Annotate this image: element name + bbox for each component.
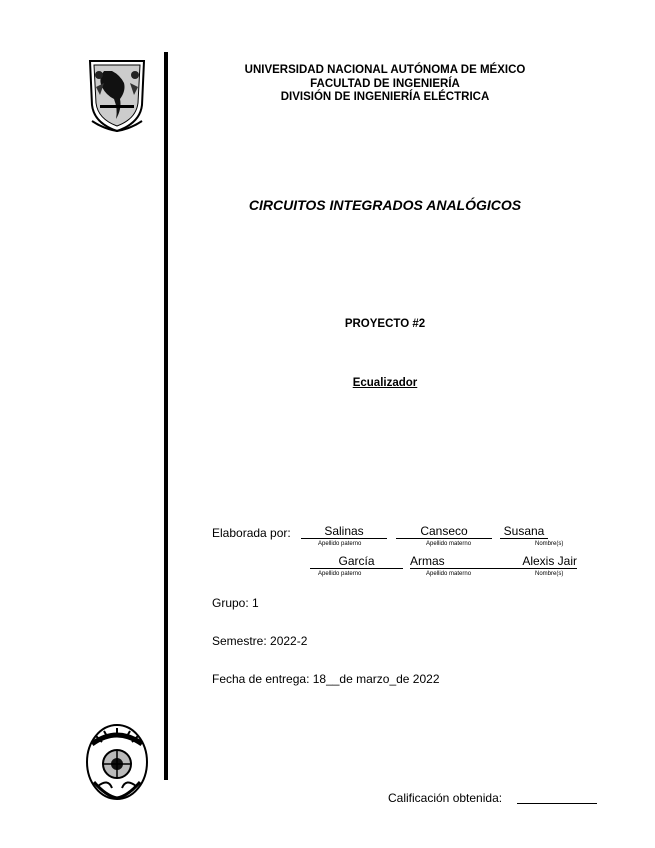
unam-seal-icon xyxy=(84,57,150,133)
group-line: Grupo: 1 xyxy=(212,596,259,610)
course-title: CIRCUITOS INTEGRADOS ANALÓGICOS xyxy=(248,197,522,213)
author-2-maternal: Armas xyxy=(410,555,510,569)
label-names-1: Nombre(s) xyxy=(535,541,564,547)
label-paternal-1: Apellido paterno xyxy=(318,541,362,547)
label-maternal-1: Apellido materno xyxy=(426,541,472,547)
university-name: UNIVERSIDAD NACIONAL AUTÓNOMA DE MÉXICO xyxy=(244,64,526,76)
author-2-paternal: García xyxy=(310,555,403,569)
delivery-date-line: Fecha de entrega: 18__de marzo_de 2022 xyxy=(212,672,440,686)
author-1-names: Susana xyxy=(500,525,548,539)
label-maternal-2: Apellido materno xyxy=(426,571,472,577)
grade-blank-line xyxy=(517,803,597,804)
author-1-maternal: Canseco xyxy=(396,525,492,539)
authors-prefix: Elaborada por: xyxy=(212,526,291,540)
grade-label: Calificación obtenida: xyxy=(388,791,503,805)
project-subject: Ecualizador xyxy=(352,377,418,389)
vertical-divider xyxy=(164,52,168,780)
semester-line: Semestre: 2022-2 xyxy=(212,634,308,648)
faculty-name: FACULTAD DE INGENIERÍA xyxy=(310,77,460,90)
label-names-2: Nombre(s) xyxy=(535,571,564,577)
division-name: DIVISIÓN DE INGENIERÍA ELÉCTRICA xyxy=(280,91,490,103)
project-title: PROYECTO #2 xyxy=(344,318,426,330)
document-header xyxy=(205,64,565,105)
author-1-paternal: Salinas xyxy=(301,525,387,539)
fi-seal-icon xyxy=(84,722,150,802)
label-paternal-2: Apellido paterno xyxy=(318,571,362,577)
author-2-names: Alexis Jair xyxy=(510,555,577,569)
